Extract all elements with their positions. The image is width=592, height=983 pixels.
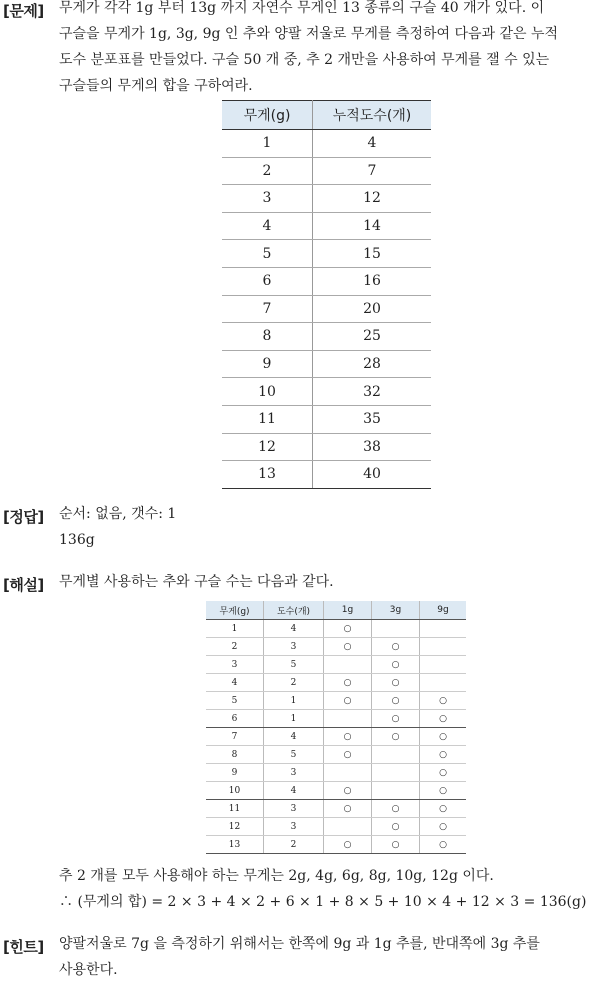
cumulative-cell: 32 [313, 378, 432, 406]
weight-cell: 10 [222, 378, 313, 406]
table-row [206, 710, 466, 728]
hint-line: 양팔저울로 7g 을 측정하기 위해서는 한쪽에 9g 과 1g 추를, 반대쪽에 3g 추를 [59, 936, 540, 952]
table-row [222, 157, 431, 185]
frequency-cell: 2 [264, 674, 324, 692]
weight-cell: 6 [222, 267, 313, 295]
table-row [206, 692, 466, 710]
weight-used-cell: ○ [324, 782, 372, 800]
frequency-cell: 4 [264, 782, 324, 800]
weight-used-cell: ○ [372, 656, 420, 674]
weight-cell: 4 [206, 674, 264, 692]
weight-used-cell: ○ [372, 638, 420, 656]
column-header-weight: 무게(g) [206, 601, 264, 620]
table-row [206, 782, 466, 800]
weight-used-cell [372, 620, 420, 638]
weight-used-cell: ○ [420, 782, 467, 800]
weight-cell: 13 [222, 461, 313, 489]
table-row [206, 764, 466, 782]
problem-section [0, 0, 592, 100]
weight-cell: 7 [206, 728, 264, 746]
weights-usage-table [206, 601, 466, 854]
table-row [222, 295, 431, 323]
explanation-formula: ∴ (무게의 합) = 2 × 3 + 4 × 2 + 6 × 1 + 8 × 5 + 10 × 4 + 12 × 3 = 136(g) [59, 894, 587, 910]
weight-cell: 7 [222, 295, 313, 323]
weight-used-cell: ○ [372, 818, 420, 836]
problem-text [59, 0, 588, 99]
column-header-1g: 1g [324, 601, 372, 620]
weight-used-cell: ○ [420, 818, 467, 836]
weight-used-cell [324, 764, 372, 782]
explanation-tag: [해설] [3, 576, 44, 594]
table-row [206, 674, 466, 692]
weight-cell: 6 [206, 710, 264, 728]
weight-used-cell [324, 710, 372, 728]
weight-cell: 1 [222, 130, 313, 158]
weight-used-cell: ○ [420, 800, 467, 818]
weight-used-cell: ○ [324, 692, 372, 710]
weight-cell: 3 [206, 656, 264, 674]
frequency-cell: 3 [264, 818, 324, 836]
weight-used-cell: ○ [324, 836, 372, 854]
weight-cell: 8 [206, 746, 264, 764]
weight-used-cell [420, 674, 467, 692]
weight-used-cell: ○ [324, 620, 372, 638]
weight-cell: 5 [206, 692, 264, 710]
column-header-weight: 무게(g) [222, 101, 313, 130]
frequency-cell: 5 [264, 656, 324, 674]
table-row [222, 378, 431, 406]
weight-used-cell [324, 656, 372, 674]
hint-line: 사용한다. [59, 962, 118, 978]
weight-used-cell [420, 638, 467, 656]
weight-cell: 12 [222, 433, 313, 461]
explanation-intro: 무게별 사용하는 추와 구슬 수는 다음과 같다. [59, 574, 334, 590]
weight-used-cell: ○ [420, 746, 467, 764]
table-row [206, 836, 466, 854]
weight-used-cell: ○ [324, 728, 372, 746]
answer-tag: [정답] [3, 508, 44, 526]
weight-cell: 9 [222, 350, 313, 378]
table-row [222, 405, 431, 433]
column-header-cumulative: 누적도수(개) [313, 101, 432, 130]
weight-used-cell [420, 620, 467, 638]
problem-line: 구슬들의 무게의 합을 구하여라. [59, 78, 253, 94]
weight-cell: 13 [206, 836, 264, 854]
column-header-9g: 9g [420, 601, 467, 620]
weight-cell: 11 [222, 405, 313, 433]
table-row [206, 638, 466, 656]
cumulative-cell: 12 [313, 185, 432, 213]
cumulative-cell: 14 [313, 212, 432, 240]
table-row [206, 656, 466, 674]
table-row [222, 323, 431, 351]
weight-cell: 9 [206, 764, 264, 782]
problem-tag: [문제] [3, 2, 44, 20]
frequency-cell: 5 [264, 746, 324, 764]
cumulative-cell: 28 [313, 350, 432, 378]
table-row [206, 746, 466, 764]
weight-used-cell: ○ [324, 746, 372, 764]
weight-used-cell: ○ [372, 800, 420, 818]
table-row [222, 130, 431, 158]
weight-used-cell [372, 746, 420, 764]
problem-line: 구슬을 무게가 1g, 3g, 9g 인 추와 양팔 저울로 무게를 측정하여 다음과 같은 누적 [59, 26, 559, 42]
weight-cell: 8 [222, 323, 313, 351]
frequency-cell: 4 [264, 728, 324, 746]
cumulative-cell: 7 [313, 157, 432, 185]
explanation-line: 추 2 개를 모두 사용해야 하는 무게는 2g, 4g, 6g, 8g, 10g, 12g 이다. [59, 868, 494, 884]
table-row [222, 267, 431, 295]
problem-line: 무게가 각각 1g 부터 13g 까지 자연수 무게인 13 종류의 구슬 40 개가 있다. 이 [59, 0, 545, 16]
weight-used-cell [372, 764, 420, 782]
weight-used-cell: ○ [372, 710, 420, 728]
weight-cell: 5 [222, 240, 313, 268]
weight-used-cell: ○ [420, 764, 467, 782]
table-row [222, 185, 431, 213]
table-row [206, 620, 466, 638]
table-row [222, 240, 431, 268]
table-row [222, 350, 431, 378]
cumulative-cell: 15 [313, 240, 432, 268]
weight-used-cell: ○ [372, 728, 420, 746]
weight-used-cell: ○ [420, 710, 467, 728]
weight-used-cell: ○ [420, 836, 467, 854]
weight-used-cell: ○ [372, 674, 420, 692]
cumulative-cell: 25 [313, 323, 432, 351]
frequency-cell: 3 [264, 764, 324, 782]
cumulative-frequency-table [222, 100, 431, 489]
weight-used-cell: ○ [420, 692, 467, 710]
frequency-cell: 1 [264, 710, 324, 728]
weight-cell: 10 [206, 782, 264, 800]
weight-used-cell: ○ [324, 800, 372, 818]
frequency-cell: 3 [264, 638, 324, 656]
answer-value: 136g [59, 532, 95, 548]
table-row [222, 212, 431, 240]
weight-cell: 12 [206, 818, 264, 836]
table-row [222, 461, 431, 489]
weight-used-cell: ○ [420, 728, 467, 746]
weight-cell: 11 [206, 800, 264, 818]
cumulative-cell: 40 [313, 461, 432, 489]
table-row [206, 800, 466, 818]
answer-line: 순서: 없음, 갯수: 1 [59, 506, 177, 522]
frequency-cell: 2 [264, 836, 324, 854]
cumulative-cell: 4 [313, 130, 432, 158]
weight-used-cell: ○ [372, 692, 420, 710]
weight-used-cell: ○ [372, 836, 420, 854]
frequency-cell: 3 [264, 800, 324, 818]
column-header-3g: 3g [372, 601, 420, 620]
cumulative-cell: 35 [313, 405, 432, 433]
weight-cell: 2 [206, 638, 264, 656]
frequency-cell: 1 [264, 692, 324, 710]
weight-used-cell [324, 818, 372, 836]
table-row [222, 433, 431, 461]
cumulative-cell: 16 [313, 267, 432, 295]
hint-tag: [힌트] [3, 938, 44, 956]
problem-line: 도수 분포표를 만들었다. 구슬 50 개 중, 추 2 개만을 사용하여 무게를 잴 수 있는 [59, 52, 550, 68]
cumulative-cell: 20 [313, 295, 432, 323]
column-header-frequency: 도수(개) [264, 601, 324, 620]
weight-used-cell: ○ [324, 674, 372, 692]
frequency-cell: 4 [264, 620, 324, 638]
weight-used-cell [420, 656, 467, 674]
weight-cell: 3 [222, 185, 313, 213]
weight-cell: 2 [222, 157, 313, 185]
weight-used-cell: ○ [324, 638, 372, 656]
table-row [206, 728, 466, 746]
weight-cell: 4 [222, 212, 313, 240]
weight-cell: 1 [206, 620, 264, 638]
cumulative-cell: 38 [313, 433, 432, 461]
table-row [206, 818, 466, 836]
weight-used-cell [372, 782, 420, 800]
